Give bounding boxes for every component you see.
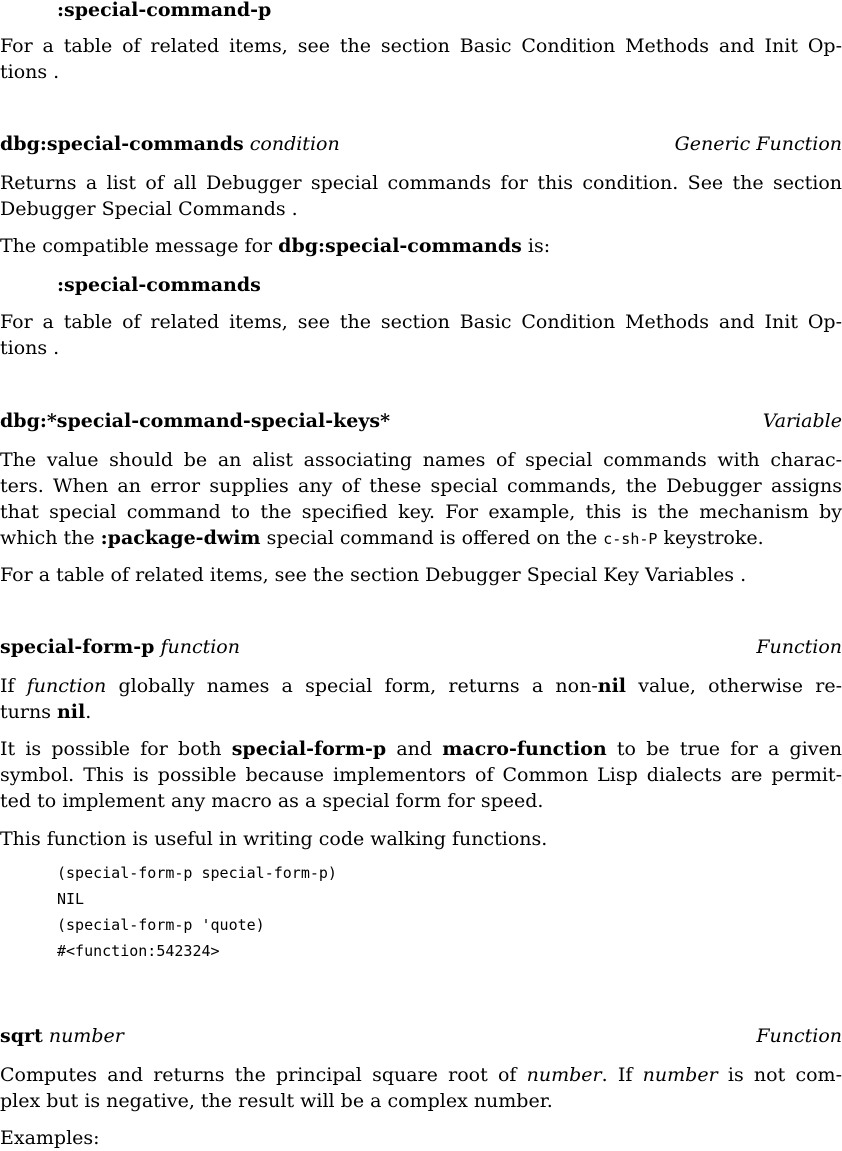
sqrt-line-2: plex but is negative, the result will be a complex number. xyxy=(0,1090,553,1112)
see-also-line-1: For a table of related items, see the section Basic Condition Methods and Init Op- xyxy=(0,35,842,57)
entry-kind: Generic Function xyxy=(674,133,842,155)
keyword-special-commands: :special-commands xyxy=(57,274,261,296)
see-also-line-2: tions . xyxy=(0,337,60,359)
entry-arg: number xyxy=(48,1025,124,1047)
body-line-3: that special command to the specified key. For example, this is the mechanism by xyxy=(0,501,842,523)
entry-arg: condition xyxy=(249,133,340,155)
entry-name: special-form-p xyxy=(0,636,155,658)
desc-line-2: Debugger Special Commands . xyxy=(0,198,298,220)
code-line: (special-form-p special-form-p) xyxy=(57,864,337,882)
body-line-4: which the :package-dwim special command is offered on the c-sh-P keystroke. xyxy=(0,527,764,549)
entry-arg: function xyxy=(160,636,240,658)
entry-header-sqrt xyxy=(0,1023,842,1049)
body-line-1: The value should be an alist associating names of special commands with charac- xyxy=(0,449,842,471)
para2-line-2: symbol. This is possible because implementors of Common Lisp dialects are permit- xyxy=(0,764,842,786)
entry-kind: Function xyxy=(756,636,842,658)
para1-line-2: turns nil. xyxy=(0,701,92,723)
para3-line: This function is useful in writing code walking functions. xyxy=(0,828,548,850)
see-also-line-1: For a table of related items, see the section Basic Condition Methods and Init Op- xyxy=(0,311,842,333)
keyword-special-command-p: :special-command-p xyxy=(57,0,272,21)
para2-line-3: ted to implement any macro as a special form for speed. xyxy=(0,790,544,812)
para1-line-1: If function globally names a special form, returns a non-nil value, otherwise re- xyxy=(0,675,842,697)
entry-header-special-commands xyxy=(0,131,842,157)
code-line: NIL xyxy=(57,890,85,908)
para2-line-1: It is possible for both special-form-p and macro-function to be true for a given xyxy=(0,738,842,760)
compat-message-line: The compatible message for dbg:special-commands is: xyxy=(0,235,551,257)
entry-kind: Function xyxy=(756,1025,842,1047)
body-line-2: ters. When an error supplies any of these special commands, the Debugger assigns xyxy=(0,475,842,497)
desc-line-1: Returns a list of all Debugger special commands for this condition. See the section xyxy=(0,172,842,194)
examples-label: Examples: xyxy=(0,1127,100,1149)
keystroke: c-sh-P xyxy=(603,530,658,548)
entry-name: sqrt xyxy=(0,1025,43,1047)
entry-name: dbg:special-commands xyxy=(0,133,244,155)
code-line: #<function:542324> xyxy=(57,942,220,960)
see-also-line-2: tions . xyxy=(0,61,60,83)
see-also-line: For a table of related items, see the section Debugger Special Key Variables . xyxy=(0,564,747,586)
entry-header-special-form-p xyxy=(0,634,842,660)
code-line: (special-form-p 'quote) xyxy=(57,916,265,934)
entry-name: dbg:*special-command-special-keys* xyxy=(0,410,391,432)
entry-header-special-keys xyxy=(0,408,842,434)
sqrt-line-1: Computes and returns the principal square root of number. If number is not com- xyxy=(0,1064,842,1086)
entry-kind: Variable xyxy=(762,410,842,432)
